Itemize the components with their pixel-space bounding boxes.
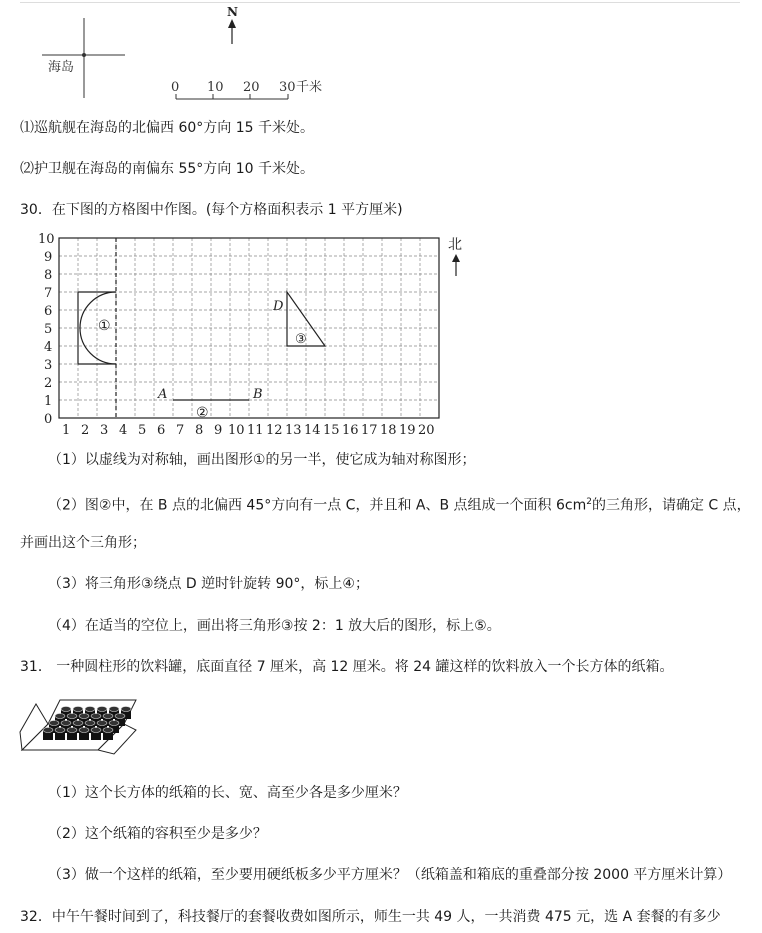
q30-item-1: （1）以虚线为对称轴，画出图形①的另一半，使它成为轴对称图形； bbox=[48, 452, 476, 468]
can-top bbox=[85, 707, 95, 712]
scale-tick-30: 30 bbox=[279, 80, 296, 95]
north-indicator-head bbox=[452, 254, 460, 262]
x-tick-label: 14 bbox=[304, 423, 321, 438]
q31-item-3: （3）做一个这样的纸箱，至少要用硬纸板多少平方厘米？（纸箱盖和箱底的重叠部分按 2000 平方厘米计算） bbox=[48, 867, 732, 883]
point-a-label: A bbox=[158, 387, 168, 402]
grid-lines bbox=[59, 238, 439, 418]
point-d-label: D bbox=[273, 299, 284, 314]
q31-item-2: （2）这个纸箱的容积至少是多少？ bbox=[48, 826, 267, 842]
can-top bbox=[61, 707, 71, 712]
y-tick-label: 3 bbox=[44, 358, 53, 373]
y-tick-label: 10 bbox=[38, 232, 55, 247]
q30-item-3: （3）将三角形③绕点 D 逆时针旋转 90°，标上④； bbox=[48, 576, 369, 592]
figure-2-label: ② bbox=[196, 405, 209, 421]
north-label: 北 bbox=[448, 237, 462, 253]
x-tick-label: 19 bbox=[399, 423, 416, 438]
can-top bbox=[97, 707, 107, 712]
can-top bbox=[73, 721, 83, 726]
q29-item-1: ⑴巡航舰在海岛的北偏西 60°方向 15 千米处。 bbox=[20, 120, 314, 136]
x-tick-label: 1 bbox=[62, 423, 71, 438]
q31-item-1: （1）这个长方体的纸箱的长、宽、高至少各是多少厘米？ bbox=[48, 785, 407, 801]
x-tick-label: 12 bbox=[266, 423, 283, 438]
x-tick-label: 20 bbox=[418, 423, 435, 438]
y-tick-label: 6 bbox=[44, 304, 53, 319]
x-tick-label: 13 bbox=[285, 423, 302, 438]
scale-unit: 千米 bbox=[296, 80, 323, 95]
can-top bbox=[67, 728, 77, 733]
x-tick-label: 17 bbox=[361, 423, 378, 438]
y-tick-label: 8 bbox=[44, 268, 53, 283]
can-top bbox=[103, 714, 113, 719]
q30-title: 30．在下图的方格图中作图。(每个方格面积表示 1 平方厘米) bbox=[20, 202, 403, 218]
y-tick-label: 1 bbox=[44, 394, 53, 409]
q31-title: 31． 一种圆柱形的饮料罐，底面直径 7 厘米，高 12 厘米。将 24 罐这样的饮料放入一个长方体的纸箱。 bbox=[20, 659, 674, 675]
y-tick-label: 7 bbox=[44, 286, 53, 301]
scale-tick-20: 20 bbox=[243, 80, 260, 95]
can-box-illustration bbox=[18, 694, 138, 756]
north-arrow-head bbox=[228, 19, 236, 28]
x-tick-label: 6 bbox=[157, 423, 166, 438]
q30-item-4: （4）在适当的空位上，画出将三角形③按 2：1 放大后的图形，标上⑤。 bbox=[48, 618, 501, 634]
can-top bbox=[91, 714, 101, 719]
x-tick-label: 4 bbox=[119, 423, 128, 438]
can-top bbox=[61, 721, 71, 726]
can-top bbox=[109, 707, 119, 712]
x-tick-label: 9 bbox=[214, 423, 223, 438]
can-top bbox=[103, 728, 113, 733]
figure-3-label: ③ bbox=[295, 332, 307, 347]
q30-item-2 bbox=[48, 493, 751, 515]
x-tick-label: 5 bbox=[138, 423, 147, 438]
x-tick-label: 3 bbox=[100, 423, 109, 438]
x-axis-labels bbox=[62, 423, 435, 438]
map-figure bbox=[30, 0, 350, 105]
can-top bbox=[91, 728, 101, 733]
scale-tick-0: 0 bbox=[171, 80, 180, 95]
can-top bbox=[43, 728, 53, 733]
q30-item-2-sup: 2 bbox=[586, 497, 592, 507]
grid-figure bbox=[30, 228, 480, 440]
scale-tick-10: 10 bbox=[207, 80, 224, 95]
q30-item-2-part1: （2）图②中，在 B 点的北偏西 45°方向有一点 C，并且和 A、B 点组成一个面积 6cm bbox=[48, 497, 587, 514]
can-top bbox=[121, 707, 131, 712]
can-top bbox=[85, 721, 95, 726]
x-tick-label: 15 bbox=[323, 423, 340, 438]
can-top bbox=[109, 721, 119, 726]
q32-title: 32．中午午餐时间到了，科技餐厅的套餐收费如图所示，师生一共 49 人，一共消费 475 元，选 A 套餐的有多少 bbox=[20, 909, 721, 925]
y-tick-label: 0 bbox=[44, 412, 53, 427]
island-point bbox=[82, 53, 86, 57]
q30-item-2-part2: 的三角形，请确定 C 点， bbox=[591, 497, 751, 514]
q30-item-2-cont: 并画出这个三角形； bbox=[20, 535, 146, 551]
figure-1-label: ① bbox=[98, 318, 111, 334]
can-top bbox=[55, 728, 65, 733]
x-tick-label: 7 bbox=[176, 423, 185, 438]
north-letter: N bbox=[227, 5, 238, 19]
can-top bbox=[73, 707, 83, 712]
x-tick-label: 2 bbox=[81, 423, 90, 438]
y-tick-label: 5 bbox=[44, 322, 53, 337]
can-top bbox=[67, 714, 77, 719]
can-top bbox=[115, 714, 125, 719]
x-tick-label: 8 bbox=[195, 423, 204, 438]
y-axis-labels bbox=[38, 232, 55, 427]
can-top bbox=[79, 728, 89, 733]
can-top bbox=[49, 721, 59, 726]
point-b-label: B bbox=[253, 387, 263, 402]
y-tick-label: 4 bbox=[44, 340, 53, 355]
y-tick-label: 2 bbox=[44, 376, 53, 391]
x-tick-label: 18 bbox=[380, 423, 397, 438]
y-tick-label: 9 bbox=[44, 250, 53, 265]
can-top bbox=[55, 714, 65, 719]
can-top bbox=[97, 721, 107, 726]
x-tick-label: 11 bbox=[247, 423, 264, 438]
x-tick-label: 10 bbox=[228, 423, 245, 438]
can-top bbox=[79, 714, 89, 719]
island-label: 海岛 bbox=[48, 60, 75, 75]
q29-item-2: ⑵护卫舰在海岛的南偏东 55°方向 10 千米处。 bbox=[20, 161, 314, 177]
x-tick-label: 16 bbox=[342, 423, 359, 438]
